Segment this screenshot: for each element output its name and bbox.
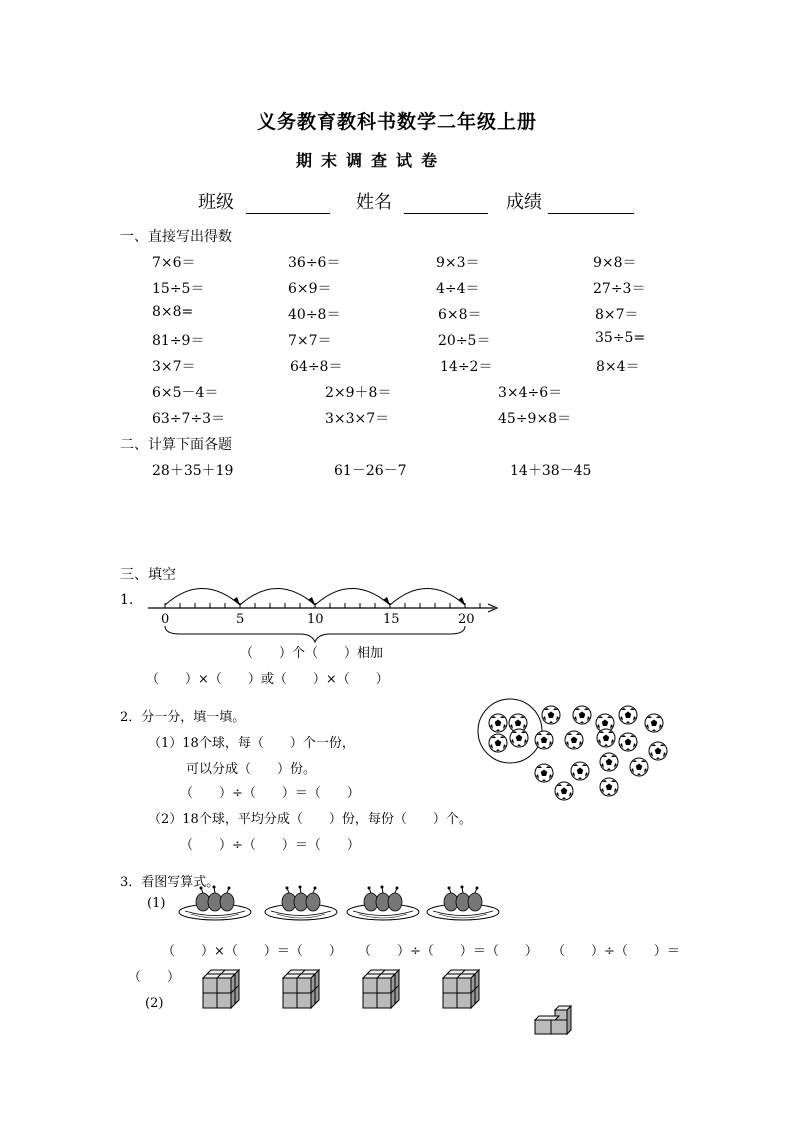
- problem: 15÷5＝: [152, 281, 205, 297]
- expression: （ ）×（ ）＝（ ）: [162, 944, 342, 959]
- section2-heading: 二、计算下面各题: [120, 437, 232, 453]
- problem: 61－26－7: [334, 463, 407, 479]
- problem: 6×8＝: [438, 307, 482, 323]
- expression-wrap: （ ）: [128, 970, 181, 985]
- problem: 3×3×7＝: [325, 411, 390, 427]
- question-number: 1.: [120, 592, 134, 608]
- tick-label: 5: [236, 612, 245, 627]
- problem: 8×7＝: [595, 307, 639, 323]
- section3-heading: 三、填空: [120, 567, 176, 583]
- class-label: 班级: [198, 192, 234, 213]
- question-text: （2）18个球，平均分成（ ）份，每份（ ）个。: [148, 812, 472, 827]
- part-label: (1): [147, 896, 166, 911]
- tick-label: 0: [161, 612, 170, 627]
- problem: 63÷7÷3＝: [152, 411, 226, 427]
- problem: 81÷9＝: [152, 333, 205, 349]
- cubes-illustration: [195, 962, 585, 1042]
- expression: （ ）÷（ ）＝（ ）: [358, 944, 538, 959]
- arc-arrowheads: [233, 597, 465, 605]
- problem: 9×3＝: [436, 255, 480, 271]
- expression: （ ）÷（ ）＝: [552, 944, 680, 959]
- problem: 45÷9×8＝: [498, 411, 572, 427]
- problem: 2×9＋8＝: [325, 385, 392, 401]
- problem: 7×7＝: [288, 333, 332, 349]
- problem: 7×6＝: [152, 255, 196, 271]
- question-title: 3．看图写算式。: [120, 875, 220, 890]
- group-circle: [478, 699, 542, 763]
- tick-label: 20: [458, 612, 475, 627]
- problem: 40÷8＝: [288, 307, 341, 323]
- question-text: （1）18个球，每（ ）个一份，: [148, 736, 355, 751]
- problem: 6×9＝: [288, 281, 332, 297]
- problem: 35÷5=: [595, 330, 646, 346]
- problem: 9×8＝: [593, 255, 637, 271]
- curly-brace: [165, 626, 465, 642]
- problem: 6×5－4＝: [152, 385, 219, 401]
- name-label: 姓名: [356, 192, 392, 213]
- question-text: 可以分成（ ）份。: [186, 762, 317, 777]
- problem: 8×4＝: [596, 359, 640, 375]
- soccer-balls-illustration: [470, 695, 680, 815]
- problem: 3×4÷6＝: [498, 385, 563, 401]
- brace-label: （ ）个（ ）相加: [240, 646, 384, 661]
- tick-label: 10: [307, 612, 324, 627]
- tick-label: 15: [383, 612, 400, 627]
- fruit-plates-illustration: [175, 884, 505, 929]
- problem: 36÷6＝: [288, 255, 341, 271]
- problem: 8×8=: [152, 304, 194, 320]
- small-cube-stack: [535, 1006, 571, 1034]
- section1-heading: 一、直接写出得数: [120, 229, 232, 245]
- page-title: 义务教育教科书数学二年级上册: [256, 111, 537, 133]
- question-text: （ ）÷（ ）＝（ ）: [180, 786, 360, 801]
- problem: 20÷5＝: [438, 333, 491, 349]
- jump-arcs: [165, 589, 465, 606]
- answer-line: （ ）×（ ）或（ ）×（ ）: [146, 672, 389, 687]
- problem: 28＋35＋19: [152, 463, 234, 479]
- problem: 14＋38－45: [510, 463, 592, 479]
- problem: 64÷8＝: [290, 359, 343, 375]
- page-subtitle: 期末调查试卷: [296, 151, 447, 170]
- problem: 3×7＝: [152, 359, 196, 375]
- problem: 4÷4＝: [436, 281, 480, 297]
- problem: 27÷3＝: [593, 281, 646, 297]
- score-label: 成绩: [506, 192, 542, 213]
- question-text: （ ）÷（ ）＝（ ）: [180, 838, 360, 853]
- question-title: 2．分一分，填一填。: [120, 710, 246, 725]
- problem: 14÷2＝: [440, 359, 493, 375]
- part-label: (2): [145, 996, 164, 1011]
- number-line-ticks: [165, 603, 480, 608]
